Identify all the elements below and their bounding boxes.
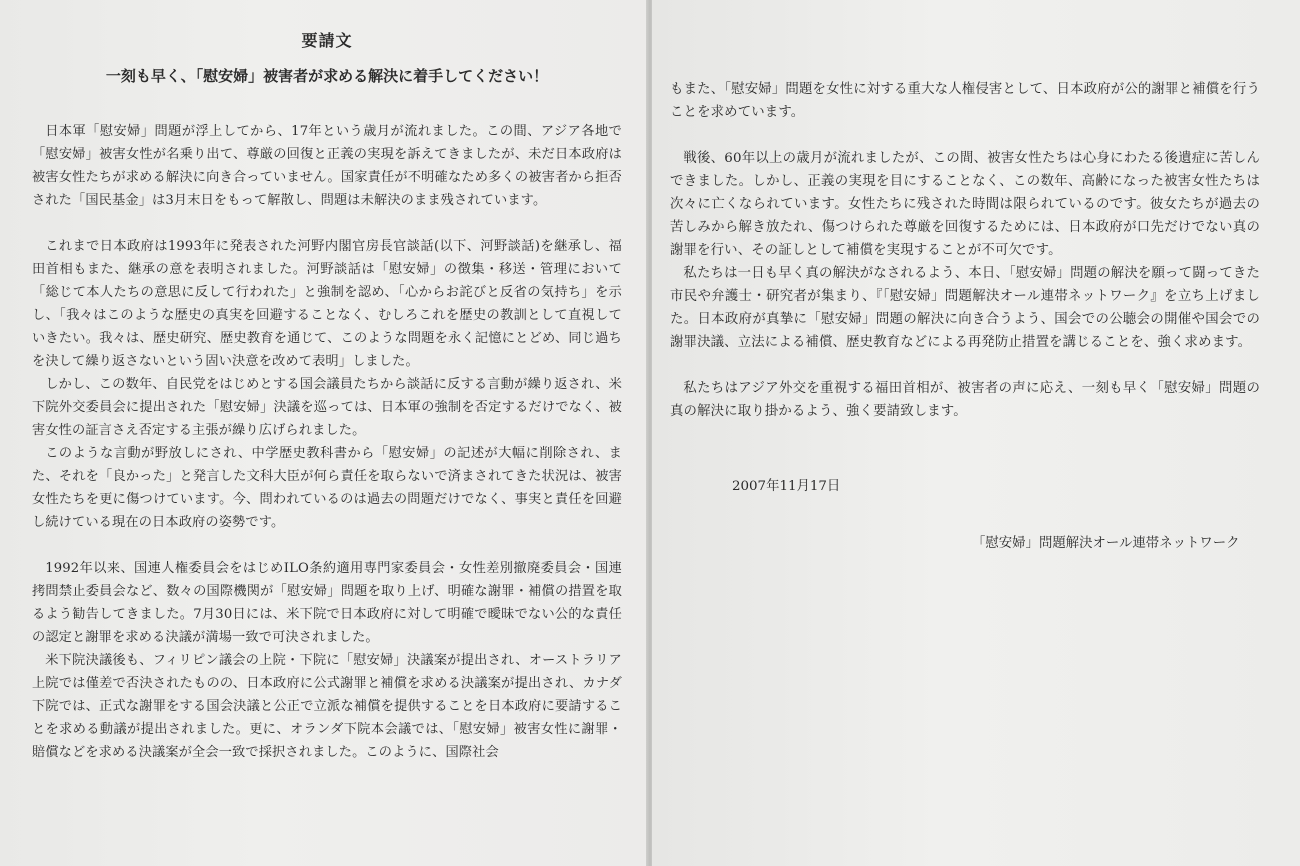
paragraph-6: 米下院決議後も、フィリピン議会の上院・下院に「慰安婦」決議案が提出され、オーストラリア上院では僅差で否決されたものの、日本政府に公式謝罪と補償を求める決議案が提出され、カナダ下院では、正式な謝罪をする国会決議と公正で立派な補償を提供することを日本政府に要請することを求める動議が提出されました。更に、オランダ下院本会議では、「慰安婦」被害女性に謝罪・賠償などを求める決議案が全会一致で採択されました。このように、国際社会 <box>32 653 622 760</box>
paragraph-5: 1992年以来、国連人権委員会をはじめILO条約適用専門家委員会・女性差別撤廃委員会・国連拷問禁止委員会など、数々の国際機関が「慰安婦」問題を取り上げ、明確な謝罪・補償の措置を取るよう勧告してきました。7月30日には、米下院で日本政府に対して明確で曖昧でない公的な責任の認定と謝罪を求める決議が満場一致で可決されました。 <box>32 561 622 645</box>
document-title: 要請文 <box>301 31 353 50</box>
paragraph-2: これまで日本政府は1993年に発表された河野内閣官房長官談話(以下、河野談話)を継承し、福田首相もまた、継承の意を表明されました。河野談話は「慰安婦」の徴集・移送・管理において「総じて本人たちの意思に反して行われた」と強制を認め、「心からお詫びと反省の気持ち」を示し、「我々はこのような歴史の真実を回避することなく、むしろこれを歴史の教訓として直視していきたい。我々は、歴史研究、歴史教育を通じて、このような問題を永く記憶にとどめ、同じ過ちを決して繰り返さないという固い決意を改めて表明」しました。 <box>32 239 622 369</box>
paragraph-10: 私たちはアジア外交を重視する福田首相が、被害者の声に応え、一刻も早く「慰安婦」問題の真の解決に取り掛かるよう、強く要請致します。 <box>670 381 1260 419</box>
paragraph-8: 戦後、60年以上の歳月が流れましたが、この間、被害女性たちは心身にわたる後遺症に苦しんできました。しかし、正義の実現を目にすることなく、この数年、高齢になった被害女性たちは次々に亡くなられています。女性たちに残された時間は限られているのです。彼女たちが過去の苦しみから解き放たれ、傷つけられた尊厳を回復するためには、日本政府が口先だけでない真の謝罪を行い、その証しとして補償を実現することが不可欠です。 <box>670 151 1260 258</box>
paragraph-1: 日本軍「慰安婦」問題が浮上してから、17年という歳月が流れました。この間、アジア各地で「慰安婦」被害女性が名乗り出て、尊厳の回復と正義の実現を訴えてきましたが、未だ日本政府は被害女性たちが求める解決に向き合っていません。国家責任が不明確なため多くの被害者から拒否された「国民基金」は3月末日をもって解散し、問題は未解決のまま残されています。 <box>32 124 622 208</box>
document-date: 2007年11月17日 <box>732 479 841 494</box>
document-subtitle: 一刻も早く、「慰安婦」被害者が求める解決に着手してください！ <box>105 67 549 85</box>
paragraph-3: しかし、この数年、自民党をはじめとする国会議員たちから談話に反する言動が繰り返され、米下院外交委員会に提出された「慰安婦」決議を巡っては、日本軍の強制を否定するだけでなく、被害女性の証言さえ否定する主張が繰り広げられました。 <box>32 377 622 438</box>
right-page <box>652 0 1300 866</box>
paragraph-7: もまた、「慰安婦」問題を女性に対する重大な人権侵害として、日本政府が公的謝罪と補償を行うことを求めています。 <box>670 82 1260 120</box>
left-page <box>0 0 648 866</box>
paragraph-9: 私たちは一日も早く真の解決がなされるよう、本日、「慰安婦」問題の解決を願って闘ってきた市民や弁護士・研究者が集まり、『「慰安婦」問題解決オール連帯ネットワーク』を立ち上げました。日本政府が真摯に「慰安婦」問題の解決に向き合うよう、国会での公聴会の開催や国会での謝罪決議、立法による補償、歴史教育などによる再発防止措置を講じることを、強く求めます。 <box>670 266 1260 350</box>
signature-organization: 「慰安婦」問題解決オール連帯ネットワーク <box>972 536 1240 551</box>
paragraph-4: このような言動が野放しにされ、中学歴史教科書から「慰安婦」の記述が大幅に削除され、また、それを「良かった」と発言した文科大臣が何ら責任を取らないで済まされてきた状況は、被害女性たちを更に傷つけています。今、問われているのは過去の問題だけでなく、事実と責任を回避し続けている現在の日本政府の姿勢です。 <box>32 446 622 530</box>
